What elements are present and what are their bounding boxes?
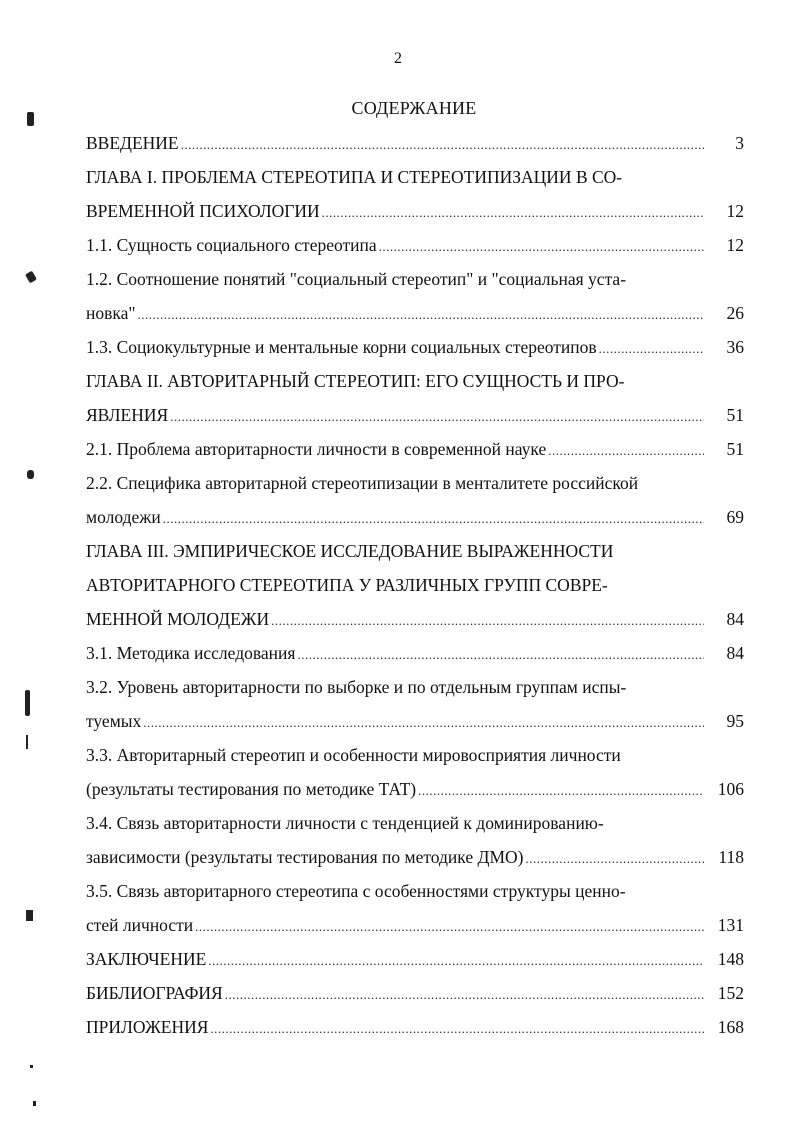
scan-mark bbox=[26, 735, 28, 749]
toc-line-last bbox=[86, 126, 744, 160]
toc-line-last bbox=[86, 942, 744, 976]
toc-line-last bbox=[86, 432, 744, 466]
toc-entry bbox=[86, 942, 744, 976]
page-number: 2 bbox=[394, 50, 402, 67]
toc-line-last bbox=[86, 500, 744, 534]
toc-page-number: 51 bbox=[726, 439, 744, 459]
toc-line-last bbox=[86, 602, 744, 636]
toc-page-number: 69 bbox=[726, 507, 744, 527]
toc-entry bbox=[86, 466, 744, 534]
dot-leader bbox=[210, 1010, 704, 1046]
toc-page-number: 106 bbox=[717, 779, 744, 799]
scan-mark bbox=[25, 690, 30, 716]
toc-entry-text: ВРЕМЕННОЙ ПСИХОЛОГИИ bbox=[86, 201, 320, 221]
toc-line-last bbox=[86, 704, 744, 738]
toc-entry-text: 1.3. Социокультурные и ментальные корни социальных стереотипов bbox=[86, 337, 597, 357]
dot-leader bbox=[143, 704, 704, 740]
toc-entry bbox=[86, 806, 744, 874]
toc-entry-text: зависимости (результаты тестирования по методике ДМО) bbox=[86, 847, 524, 867]
toc-line bbox=[86, 568, 744, 602]
toc-entry-text: АВТОРИТАРНОГО СТЕРЕОТИПА У РАЗЛИЧНЫХ ГРУПП СОВРЕ- bbox=[86, 575, 608, 595]
toc-line bbox=[86, 364, 744, 398]
toc-entry-text: молодежи bbox=[86, 507, 161, 527]
toc-entry-text: ГЛАВА III. ЭМПИРИЧЕСКОЕ ИССЛЕДОВАНИЕ ВЫРАЖЕННОСТИ bbox=[86, 541, 614, 561]
toc-entry bbox=[86, 364, 744, 432]
toc-entry bbox=[86, 874, 744, 942]
toc-line-last bbox=[86, 194, 744, 228]
scan-mark bbox=[27, 112, 34, 126]
toc-page-number: 84 bbox=[726, 609, 744, 629]
toc-line bbox=[86, 874, 744, 908]
dot-leader bbox=[379, 228, 704, 264]
dot-leader bbox=[297, 636, 704, 672]
toc-entry-text: 1.2. Соотношение понятий "социальный стереотип" и "социальная уста- bbox=[86, 269, 627, 289]
scan-mark bbox=[30, 1065, 33, 1068]
toc-entry-text: 1.1. Сущность социального стереотипа bbox=[86, 235, 377, 255]
dot-leader bbox=[181, 126, 704, 162]
toc-entry-text: 3.4. Связь авторитарности личности с тенденцией к доминированию- bbox=[86, 813, 604, 833]
toc-line-last bbox=[86, 296, 744, 330]
toc-line-last bbox=[86, 840, 744, 874]
toc-line bbox=[86, 670, 744, 704]
toc-line-last bbox=[86, 772, 744, 806]
toc-line bbox=[86, 738, 744, 772]
scan-mark bbox=[27, 470, 34, 479]
toc-line bbox=[86, 806, 744, 840]
toc-entry-text: ПРИЛОЖЕНИЯ bbox=[86, 1017, 209, 1037]
toc-entry-text: 2.1. Проблема авторитарности личности в современной науке bbox=[86, 439, 547, 459]
toc-entry-text: ЗАКЛЮЧЕНИЕ bbox=[86, 949, 207, 969]
dot-leader bbox=[225, 976, 704, 1012]
toc-entry-text: (результаты тестирования по методике ТАТ) bbox=[86, 779, 417, 799]
toc-entry-text: 3.2. Уровень авторитарности по выборке и по отдельным группам испы- bbox=[86, 677, 627, 697]
toc-line-last bbox=[86, 908, 744, 942]
toc-entry-text: новка" bbox=[86, 303, 136, 323]
dot-leader bbox=[599, 330, 704, 366]
dot-leader bbox=[208, 942, 704, 978]
toc-entry-text: 2.2. Специфика авторитарной стереотипизации в менталитете российской bbox=[86, 473, 639, 493]
table-of-contents bbox=[86, 126, 744, 1044]
toc-entry bbox=[86, 228, 744, 262]
toc-line bbox=[86, 160, 744, 194]
toc-entry-text: ГЛАВА II. АВТОРИТАРНЫЙ СТЕРЕОТИП: ЕГО СУЩНОСТЬ И ПРО- bbox=[86, 371, 625, 391]
toc-page-number: 131 bbox=[717, 915, 744, 935]
toc-page-number: 51 bbox=[726, 405, 744, 425]
toc-entry-text: МЕННОЙ МОЛОДЕЖИ bbox=[86, 609, 270, 629]
scan-mark bbox=[33, 1101, 36, 1106]
scan-mark bbox=[26, 910, 33, 921]
toc-entry-text: ГЛАВА I. ПРОБЛЕМА СТЕРЕОТИПА И СТЕРЕОТИПИЗАЦИИ В СО- bbox=[86, 167, 623, 187]
toc-entry bbox=[86, 262, 744, 330]
toc-entry bbox=[86, 432, 744, 466]
toc-entry-text: 3.5. Связь авторитарного стереотипа с особенностями структуры ценно- bbox=[86, 881, 626, 901]
toc-page-number: 118 bbox=[718, 847, 744, 867]
dot-leader bbox=[163, 500, 704, 536]
toc-entry-text: ЯВЛЕНИЯ bbox=[86, 405, 169, 425]
toc-entry bbox=[86, 330, 744, 364]
toc-entry bbox=[86, 1010, 744, 1044]
toc-entry bbox=[86, 534, 744, 636]
toc-page-number: 3 bbox=[735, 133, 744, 153]
scan-mark bbox=[25, 271, 37, 284]
page-title: СОДЕРЖАНИЕ bbox=[351, 98, 477, 118]
toc-page-number: 148 bbox=[717, 949, 744, 969]
toc-entry-text: туемых bbox=[86, 711, 142, 731]
toc-line-last bbox=[86, 330, 744, 364]
toc-entry-text: 3.3. Авторитарный стереотип и особенности мировосприятия личности bbox=[86, 745, 621, 765]
toc-entry bbox=[86, 126, 744, 160]
toc-entry-text: стей личности bbox=[86, 915, 194, 935]
dot-leader bbox=[548, 432, 704, 468]
toc-page-number: 152 bbox=[717, 983, 744, 1003]
toc-page-number: 36 bbox=[726, 337, 744, 357]
toc-line bbox=[86, 534, 744, 568]
toc-page-number: 168 bbox=[717, 1017, 744, 1037]
toc-line-last bbox=[86, 636, 744, 670]
toc-page-number: 95 bbox=[726, 711, 744, 731]
toc-entry bbox=[86, 738, 744, 806]
dot-leader bbox=[418, 772, 704, 808]
toc-entry-text: БИБЛИОГРАФИЯ bbox=[86, 983, 223, 1003]
dot-leader bbox=[322, 194, 704, 230]
dot-leader bbox=[525, 840, 704, 876]
toc-entry-text: 3.1. Методика исследования bbox=[86, 643, 296, 663]
toc-line bbox=[86, 262, 744, 296]
toc-page-number: 12 bbox=[726, 235, 744, 255]
toc-line-last bbox=[86, 228, 744, 262]
dot-leader bbox=[271, 602, 704, 638]
toc-line bbox=[86, 466, 744, 500]
toc-entry bbox=[86, 976, 744, 1010]
toc-entry-text: ВВЕДЕНИЕ bbox=[86, 133, 179, 153]
toc-page-number: 12 bbox=[726, 201, 744, 221]
toc-page-number: 26 bbox=[726, 303, 744, 323]
dot-leader bbox=[138, 296, 704, 332]
toc-line-last bbox=[86, 398, 744, 432]
toc-line-last bbox=[86, 976, 744, 1010]
dot-leader bbox=[195, 908, 704, 944]
toc-entry bbox=[86, 160, 744, 228]
toc-page-number: 84 bbox=[726, 643, 744, 663]
toc-entry bbox=[86, 636, 744, 670]
toc-entry bbox=[86, 670, 744, 738]
dot-leader bbox=[170, 398, 704, 434]
toc-line-last bbox=[86, 1010, 744, 1044]
